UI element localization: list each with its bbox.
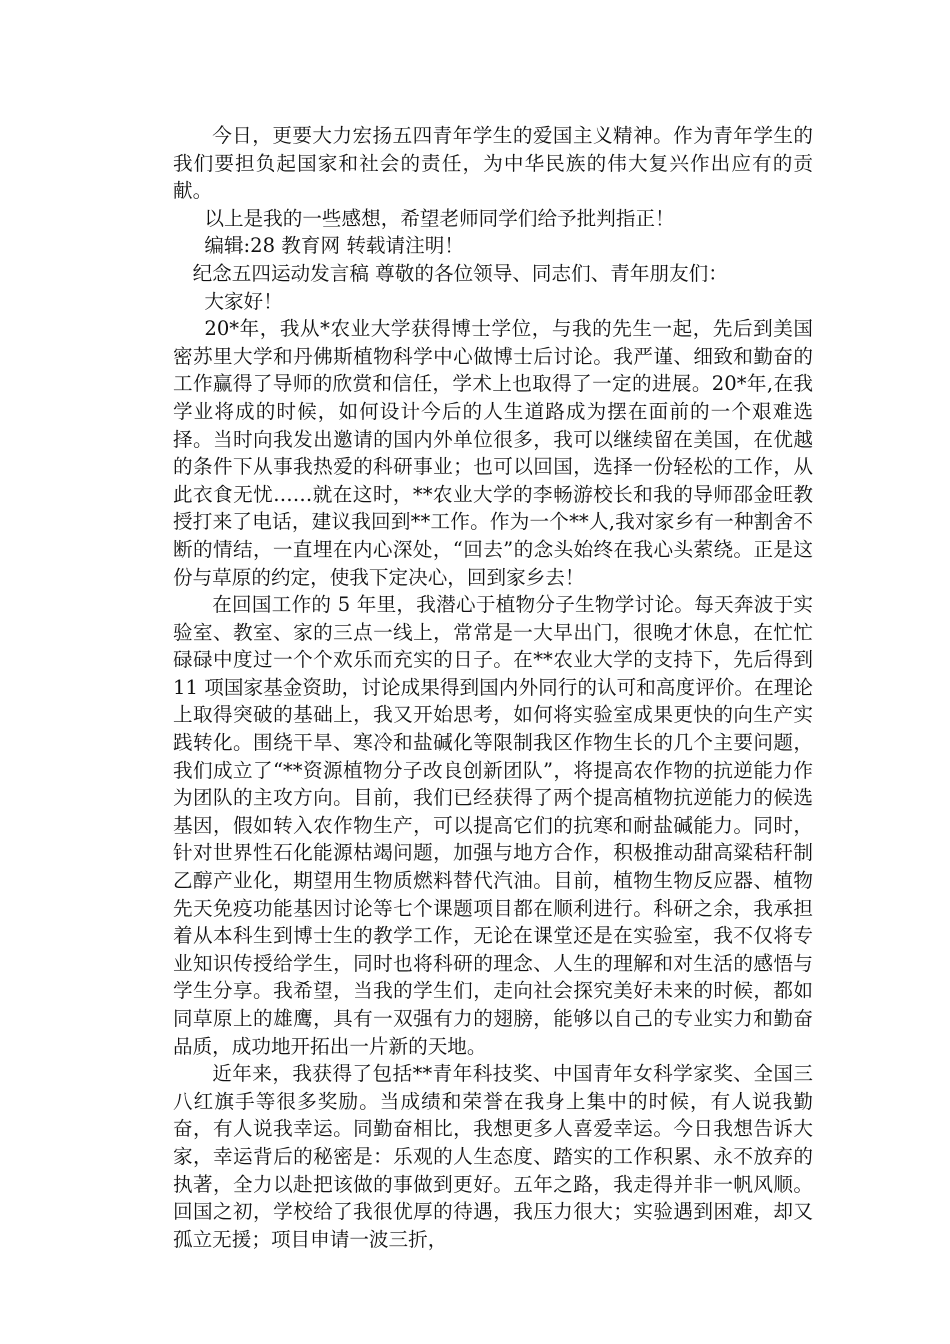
paragraph-greeting: 大家好！: [204, 289, 283, 313]
paragraph-editor-note: 编辑:28 教育网 转载请注明！: [204, 234, 464, 258]
paragraph-research: 在回国工作的 5 年里，我潜心于植物分子生物学讨论。每天奔波于实验室、教室、家的三点一线上，常常是一大早出门，很晚才休息，在忙忙碌碌中度过一个个欢乐而充实的日子。在**农业大学的支持下，先后得到 11 项国家基金资助，讨论成果得到国内外同行的认可和高度评价。在理论上取得突破的基础上，我又开始思考，如何将实验室成果更快的向生产实践转化。围绕干旱、寒冷和盐碱化等限制我区作物生长的几个主要问题，我们成立了“**资源植物分子改良创新团队”，将提高农作物的抗逆能力作为团队的主攻方向。目前，我们已经获得了两个提高植物抗逆能力的候选基因，假如转入农作物生产，可以提高它们的抗寒和耐盐碱能力。同时，针对世界性石化能源枯竭问题，加强与地方合作，积极推动甜高粱秸秆制乙醇产业化，期望用生物质燃料替代汽油。目前，植物生物反应器、植物先天免疫功能基因讨论等七个课题项目都在顺利进行。科研之余，我承担着从本科生到博士生的教学工作，无论在课堂还是在实验室，我不仅将专业知识传授给学生，同时也将科研的理念、人生的理解和对生活的感悟与学生分享。我希望，当我的学生们，走向社会探究美好未来的时候，都如同草原上的雄鹰，具有一双强有力的翅膀，能够以自己的专业实力和勤奋品质，成功地开拓出一片新的天地。: [173, 593, 813, 1058]
paragraph-thoughts: 以上是我的一些感想，希望老师同学们给予批判指正！: [204, 206, 675, 230]
paragraph-background: 20*年，我从*农业大学获得博士学位，与我的先生一起，先后到美国密苏里大学和丹佛斯植物科学中心做博士后讨论。我严谨、细致和勤奋的工作赢得了导师的欣赏和信任，学术上也取得了一定的进展。20*年,在我学业将成的时候，如何设计今后的人生道路成为摆在面前的一个艰难选择。当时向我发出邀请的国内外单位很多，我可以继续留在美国，在优越的条件下从事我热爱的科研事业；也可以回国，选择一份轻松的工作，从此衣食无忧……就在这时，**农业大学的李畅游校长和我的导师邵金旺教授打来了电话，建议我回到**工作。作为一个**人,我对家乡有一种割舍不断的情结，一直埋在内心深处，“回去”的念头始终在我心头萦绕。正是这份与草原的约定，使我下定决心，回到家乡去！: [173, 317, 813, 589]
paragraph-speech-title: 纪念五四运动发言稿 尊敬的各位领导、同志们、青年朋友们：: [192, 261, 728, 285]
paragraph-patriotism: 今日，更要大力宏扬五四青年学生的爱国主义精神。作为青年学生的我们要担负起国家和社会的责任，为中华民族的伟大复兴作出应有的贡献。: [173, 124, 813, 203]
paragraph-honors: 近年来，我获得了包括**青年科技奖、中国青年女科学家奖、全国三八红旗手等很多奖励。当成绩和荣誉在我身上集中的时候，有人说我勤奋，有人说我幸运。同勤奋相比，我想更多人喜爱幸运。今日我想告诉大家，幸运背后的秘密是：乐观的人生态度、踏实的工作积累、永不放弃的执著，全力以赴把该做的事做到更好。五年之路，我走得并非一帆风顺。回国之初，学校给了我很优厚的待遇，我压力很大；实验遇到困难，却又孤立无援；项目申请一波三折，: [173, 1062, 813, 1251]
document-body: [173, 122, 813, 1253]
